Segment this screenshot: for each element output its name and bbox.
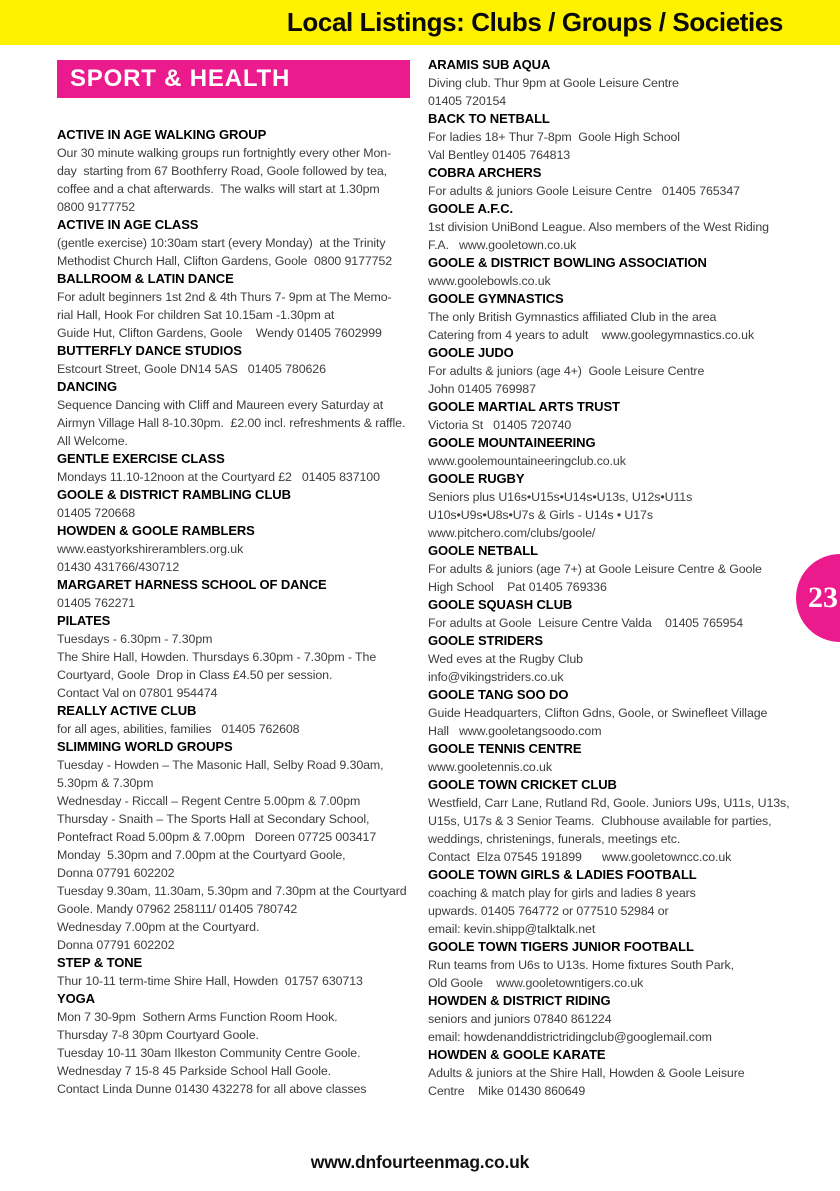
listing-line: Goole. Mandy 07962 258111/ 01405 780742: [57, 902, 298, 916]
listing-line: weddings, christenings, funerals, meetings etc.: [428, 832, 681, 846]
listing-line: Monday 5.30pm and 7.00pm at the Courtyard Goole,: [57, 848, 346, 862]
listing-entry: [428, 290, 794, 344]
listing-entry: [57, 738, 425, 954]
listing-line: www.goolebowls.co.uk: [428, 274, 551, 288]
listing-line: coffee and a chat afterwards. The walks will start at 1.30pm: [57, 182, 380, 196]
listing-line: Centre Mike 01430 860649: [428, 1084, 586, 1098]
listing-title: STEP & TONE: [57, 955, 143, 970]
listing-line: 01405 720668: [57, 506, 136, 520]
listing-line: Guide Hut, Clifton Gardens, Goole Wendy 01405 7602999: [57, 326, 382, 340]
listing-entry: [57, 378, 425, 450]
listing-line: Contact Linda Dunne 01430 432278 for all above classes: [57, 1082, 367, 1096]
listing-line: Tuesday - Howden – The Masonic Hall, Selby Road 9.30am,: [57, 758, 384, 772]
listings-column-left: [57, 126, 425, 1098]
listing-line: For adults at Goole Leisure Centre Valda 01405 765954: [428, 616, 744, 630]
page-title: Local Listings: Clubs / Groups / Societies: [286, 7, 783, 37]
listing-entry: [428, 686, 794, 740]
page-number: 23: [808, 581, 838, 614]
listing-line: For adults & juniors (age 4+) Goole Leisure Centre: [428, 364, 705, 378]
listing-line: Airmyn Village Hall 8-10.30pm. £2.00 incl. refreshments & raffle.: [57, 416, 406, 430]
listing-line: Tuesday 10-11 30am Ilkeston Community Centre Goole.: [57, 1046, 361, 1060]
listing-entry: [428, 344, 794, 398]
listing-title: GOOLE STRIDERS: [428, 633, 543, 648]
listing-line: Tuesday 9.30am, 11.30am, 5.30pm and 7.30pm at the Courtyard: [57, 884, 407, 898]
listing-title: GOOLE MOUNTAINEERING: [428, 435, 596, 450]
listing-line: Courtyard, Goole Drop in Class £4.50 per session.: [57, 668, 333, 682]
listing-title: DANCING: [57, 379, 117, 394]
listing-line: 1st division UniBond League. Also members of the West Riding: [428, 220, 769, 234]
footer: [0, 1152, 840, 1173]
listing-line: Wednesday 7 15-8 45 Parkside School Hall Goole.: [57, 1064, 332, 1078]
listing-line: For adults & juniors (age 7+) at Goole Leisure Centre & Goole: [428, 562, 762, 576]
section-title: SPORT & HEALTH: [70, 65, 291, 92]
page-number-badge: [796, 554, 840, 642]
listing-line: U10s•U9s•U8s•U7s & Girls - U14s • U17s: [428, 508, 653, 522]
listing-line: Tuesdays - 6.30pm - 7.30pm: [57, 632, 213, 646]
listing-title: GOOLE RUGBY: [428, 471, 525, 486]
listing-line: Wednesday 7.00pm at the Courtyard.: [57, 920, 260, 934]
listing-line: upwards. 01405 764772 or 077510 52984 or: [428, 904, 669, 918]
listing-title: BACK TO NETBALL: [428, 111, 550, 126]
listing-line: For adult beginners 1st 2nd & 4th Thurs 7- 9pm at The Memo-: [57, 290, 392, 304]
listing-line: Wednesday - Riccall – Regent Centre 5.00pm & 7.00pm: [57, 794, 361, 808]
listing-line: info@vikingstriders.co.uk: [428, 670, 564, 684]
listing-entry: [428, 110, 794, 164]
listing-line: The Shire Hall, Howden. Thursdays 6.30pm - 7.30pm - The: [57, 650, 377, 664]
listing-entry: [428, 164, 794, 200]
listing-entry: [428, 398, 794, 434]
listing-title: GOOLE A.F.C.: [428, 201, 513, 216]
listing-line: U15s, U17s & 3 Senior Teams. Clubhouse available for parties,: [428, 814, 772, 828]
listing-title: HOWDEN & GOOLE KARATE: [428, 1047, 606, 1062]
listing-line: day starting from 67 Boothferry Road, Goole followed by tea,: [57, 164, 388, 178]
listing-entry: [428, 740, 794, 776]
listing-entry: [428, 200, 794, 254]
listing-line: email: howdenanddistrictridingclub@googlemail.com: [428, 1030, 712, 1044]
listing-entry: [57, 126, 425, 216]
listing-entry: [428, 254, 794, 290]
listing-title: GOOLE NETBALL: [428, 543, 538, 558]
listing-title: HOWDEN & GOOLE RAMBLERS: [57, 523, 255, 538]
section-header: [57, 60, 410, 98]
listing-line: www.eastyorkshireramblers.org.uk: [57, 542, 244, 556]
listing-line: Adults & juniors at the Shire Hall, Howden & Goole Leisure: [428, 1066, 745, 1080]
listing-line: Mondays 11.10-12noon at the Courtyard £2 01405 837100: [57, 470, 380, 484]
listing-line: Thur 10-11 term-time Shire Hall, Howden 01757 630713: [57, 974, 363, 988]
listing-title: BALLROOM & LATIN DANCE: [57, 271, 234, 286]
listing-title: COBRA ARCHERS: [428, 165, 542, 180]
listing-line: Westfield, Carr Lane, Rutland Rd, Goole. Juniors U9s, U11s, U13s,: [428, 796, 790, 810]
listing-line: Victoria St 01405 720740: [428, 418, 572, 432]
listing-entry: [57, 450, 425, 486]
listing-line: Our 30 minute walking groups run fortnightly every other Mon-: [57, 146, 392, 160]
listing-entry: [428, 632, 794, 686]
listing-title: BUTTERFLY DANCE STUDIOS: [57, 343, 242, 358]
listing-line: John 01405 769987: [428, 382, 536, 396]
listing-line: 01430 431766/430712: [57, 560, 180, 574]
listing-line: 0800 9177752: [57, 200, 136, 214]
listing-line: rial Hall, Hook For children Sat 10.15am -1.30pm at: [57, 308, 335, 322]
listing-title: GOOLE TANG SOO DO: [428, 687, 569, 702]
listing-title: GOOLE TOWN GIRLS & LADIES FOOTBALL: [428, 867, 697, 882]
listing-line: Contact Val on 07801 954474: [57, 686, 218, 700]
listing-line: www.gooletennis.co.uk: [428, 760, 552, 774]
listing-entry: [57, 612, 425, 702]
listing-entry: [57, 486, 425, 522]
listing-entry: [57, 522, 425, 576]
listing-entry: [428, 56, 794, 110]
listing-line: F.A. www.gooletown.co.uk: [428, 238, 577, 252]
listing-entry: [428, 596, 794, 632]
listing-title: ARAMIS SUB AQUA: [428, 57, 551, 72]
listing-line: High School Pat 01405 769336: [428, 580, 607, 594]
listing-title: ACTIVE IN AGE CLASS: [57, 217, 199, 232]
listing-line: Methodist Church Hall, Clifton Gardens, Goole 0800 9177752: [57, 254, 393, 268]
listing-line: Estcourt Street, Goole DN14 5AS 01405 780626: [57, 362, 326, 376]
listing-title: GOOLE TOWN TIGERS JUNIOR FOOTBALL: [428, 939, 694, 954]
listing-title: GOOLE TOWN CRICKET CLUB: [428, 777, 617, 792]
listing-entry: [57, 702, 425, 738]
listing-line: All Welcome.: [57, 434, 128, 448]
listing-line: Seniors plus U16s•U15s•U14s•U13s, U12s•U11s: [428, 490, 693, 504]
listing-title: ACTIVE IN AGE WALKING GROUP: [57, 127, 267, 142]
listing-title: PILATES: [57, 613, 111, 628]
listing-line: For adults & juniors Goole Leisure Centre 01405 765347: [428, 184, 740, 198]
listing-title: GOOLE & DISTRICT RAMBLING CLUB: [57, 487, 291, 502]
listing-line: Run teams from U6s to U13s. Home fixtures South Park,: [428, 958, 734, 972]
listing-line: Donna 07791 602202: [57, 866, 175, 880]
listing-title: YOGA: [57, 991, 95, 1006]
listing-title: GOOLE & DISTRICT BOWLING ASSOCIATION: [428, 255, 707, 270]
listing-line: email: kevin.shipp@talktalk.net: [428, 922, 596, 936]
listing-line: Mon 7 30-9pm Sothern Arms Function Room Hook.: [57, 1010, 338, 1024]
listing-entry: [57, 216, 425, 270]
listing-line: For ladies 18+ Thur 7-8pm Goole High School: [428, 130, 680, 144]
listing-title: REALLY ACTIVE CLUB: [57, 703, 197, 718]
listing-entry: [428, 470, 794, 542]
listing-entry: [428, 1046, 794, 1100]
listing-line: Catering from 4 years to adult www.goolegymnastics.co.uk: [428, 328, 755, 342]
listing-line: 01405 720154: [428, 94, 507, 108]
listing-line: Pontefract Road 5.00pm & 7.00pm Doreen 07725 003417: [57, 830, 377, 844]
listing-line: for all ages, abilities, families 01405 762608: [57, 722, 300, 736]
listing-entry: [57, 990, 425, 1098]
listing-entry: [428, 542, 794, 596]
listing-entry: [428, 992, 794, 1046]
listing-entry: [428, 938, 794, 992]
listings-column-right: [428, 56, 794, 1100]
listing-line: coaching & match play for girls and ladies 8 years: [428, 886, 696, 900]
listing-entry: [428, 866, 794, 938]
listing-line: www.goolemountaineeringclub.co.uk: [428, 454, 626, 468]
listing-title: GOOLE TENNIS CENTRE: [428, 741, 582, 756]
listing-line: Guide Headquarters, Clifton Gdns, Goole, or Swinefleet Village: [428, 706, 768, 720]
listing-entry: [57, 576, 425, 612]
listing-line: Diving club. Thur 9pm at Goole Leisure Centre: [428, 76, 679, 90]
listing-line: Hall www.gooletangsoodo.com: [428, 724, 602, 738]
listing-title: HOWDEN & DISTRICT RIDING: [428, 993, 611, 1008]
listing-entry: [57, 342, 425, 378]
listing-title: SLIMMING WORLD GROUPS: [57, 739, 233, 754]
listing-entry: [57, 270, 425, 342]
listing-line: Donna 07791 602202: [57, 938, 175, 952]
listing-title: GOOLE SQUASH CLUB: [428, 597, 573, 612]
listing-line: Old Goole www.gooletowntigers.co.uk: [428, 976, 644, 990]
listing-entry: [57, 954, 425, 990]
listing-title: GOOLE GYMNASTICS: [428, 291, 564, 306]
listing-line: 01405 762271: [57, 596, 136, 610]
listing-line: Contact Elza 07545 191899 www.gooletowncc.co.uk: [428, 850, 732, 864]
footer-url: www.dnfourteenmag.co.uk: [310, 1152, 530, 1172]
listing-line: (gentle exercise) 10:30am start (every Monday) at the Trinity: [57, 236, 386, 250]
listing-line: Wed eves at the Rugby Club: [428, 652, 583, 666]
listing-title: GENTLE EXERCISE CLASS: [57, 451, 225, 466]
listing-line: Thursday 7-8 30pm Courtyard Goole.: [57, 1028, 259, 1042]
listing-line: www.pitchero.com/clubs/goole/: [428, 526, 596, 540]
listing-entry: [428, 434, 794, 470]
listing-line: seniors and juniors 07840 861224: [428, 1012, 612, 1026]
listing-title: GOOLE MARTIAL ARTS TRUST: [428, 399, 620, 414]
listing-title: MARGARET HARNESS SCHOOL OF DANCE: [57, 577, 327, 592]
listing-line: Thursday - Snaith – The Sports Hall at Secondary School,: [57, 812, 370, 826]
listing-line: 5.30pm & 7.30pm: [57, 776, 154, 790]
listing-line: Sequence Dancing with Cliff and Maureen every Saturday at: [57, 398, 384, 412]
listing-entry: [428, 776, 794, 866]
listing-line: The only British Gymnastics affiliated Club in the area: [428, 310, 717, 324]
header-band: [0, 0, 840, 45]
listing-title: GOOLE JUDO: [428, 345, 514, 360]
listing-line: Val Bentley 01405 764813: [428, 148, 571, 162]
